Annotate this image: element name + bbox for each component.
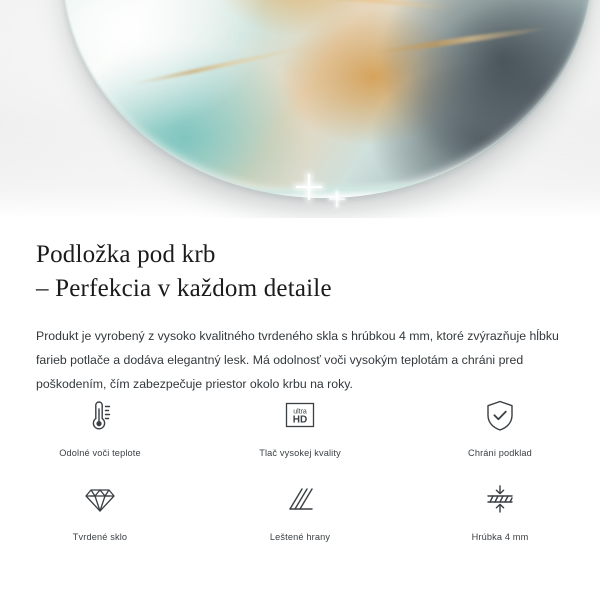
feature-item-surface-protection xyxy=(400,392,600,458)
thermometer-icon xyxy=(74,392,126,438)
hero-product-image xyxy=(0,0,600,218)
description-paragraph: Produkt je vyrobený z vysoko kvalitného tvrdeného skla s hrúbkou 4 mm, ktoré zvýrazňuje hĺbku farieb potlače a dodáva elegantný lesk. Má odolnosť voči vysokým teplotám a chráni pred poškodením, čím zabezpečuje priestor okolo krbu na roky. xyxy=(36,329,559,391)
feature-label: Tvrdené sklo xyxy=(72,532,128,542)
feature-item-tempered-glass xyxy=(0,476,200,542)
shield-check-icon xyxy=(474,392,526,438)
page-title xyxy=(36,238,564,305)
feature-row xyxy=(0,392,600,458)
feature-item-polished-edges xyxy=(200,476,400,542)
glass-mat-product xyxy=(54,0,600,207)
feature-row xyxy=(0,476,600,542)
svg-text:HD: HD xyxy=(292,414,308,426)
feature-label: Chráni podklad xyxy=(468,448,532,458)
diamond-icon xyxy=(74,476,126,522)
feature-label: Tlač vysokej kvality xyxy=(259,448,341,458)
polished-edges-icon xyxy=(274,476,326,522)
feature-item-thickness xyxy=(400,476,600,542)
feature-label: Hrúbka 4 mm xyxy=(471,532,529,542)
headline-line-2: – Perfekcia v každom detaile xyxy=(36,274,332,302)
feature-grid xyxy=(0,392,600,542)
feature-item-print-quality xyxy=(200,392,400,458)
headline-line-1: Podložka pod krb xyxy=(36,241,216,268)
feature-item-temperature xyxy=(0,392,200,458)
thickness-arrows-icon xyxy=(474,476,526,522)
ultra-hd-icon xyxy=(274,392,326,438)
svg-text:ultra: ultra xyxy=(293,408,307,416)
feature-label: Leštené hrany xyxy=(269,532,331,542)
feature-label: Odolné voči teplote xyxy=(59,448,141,458)
content-block xyxy=(0,218,600,397)
